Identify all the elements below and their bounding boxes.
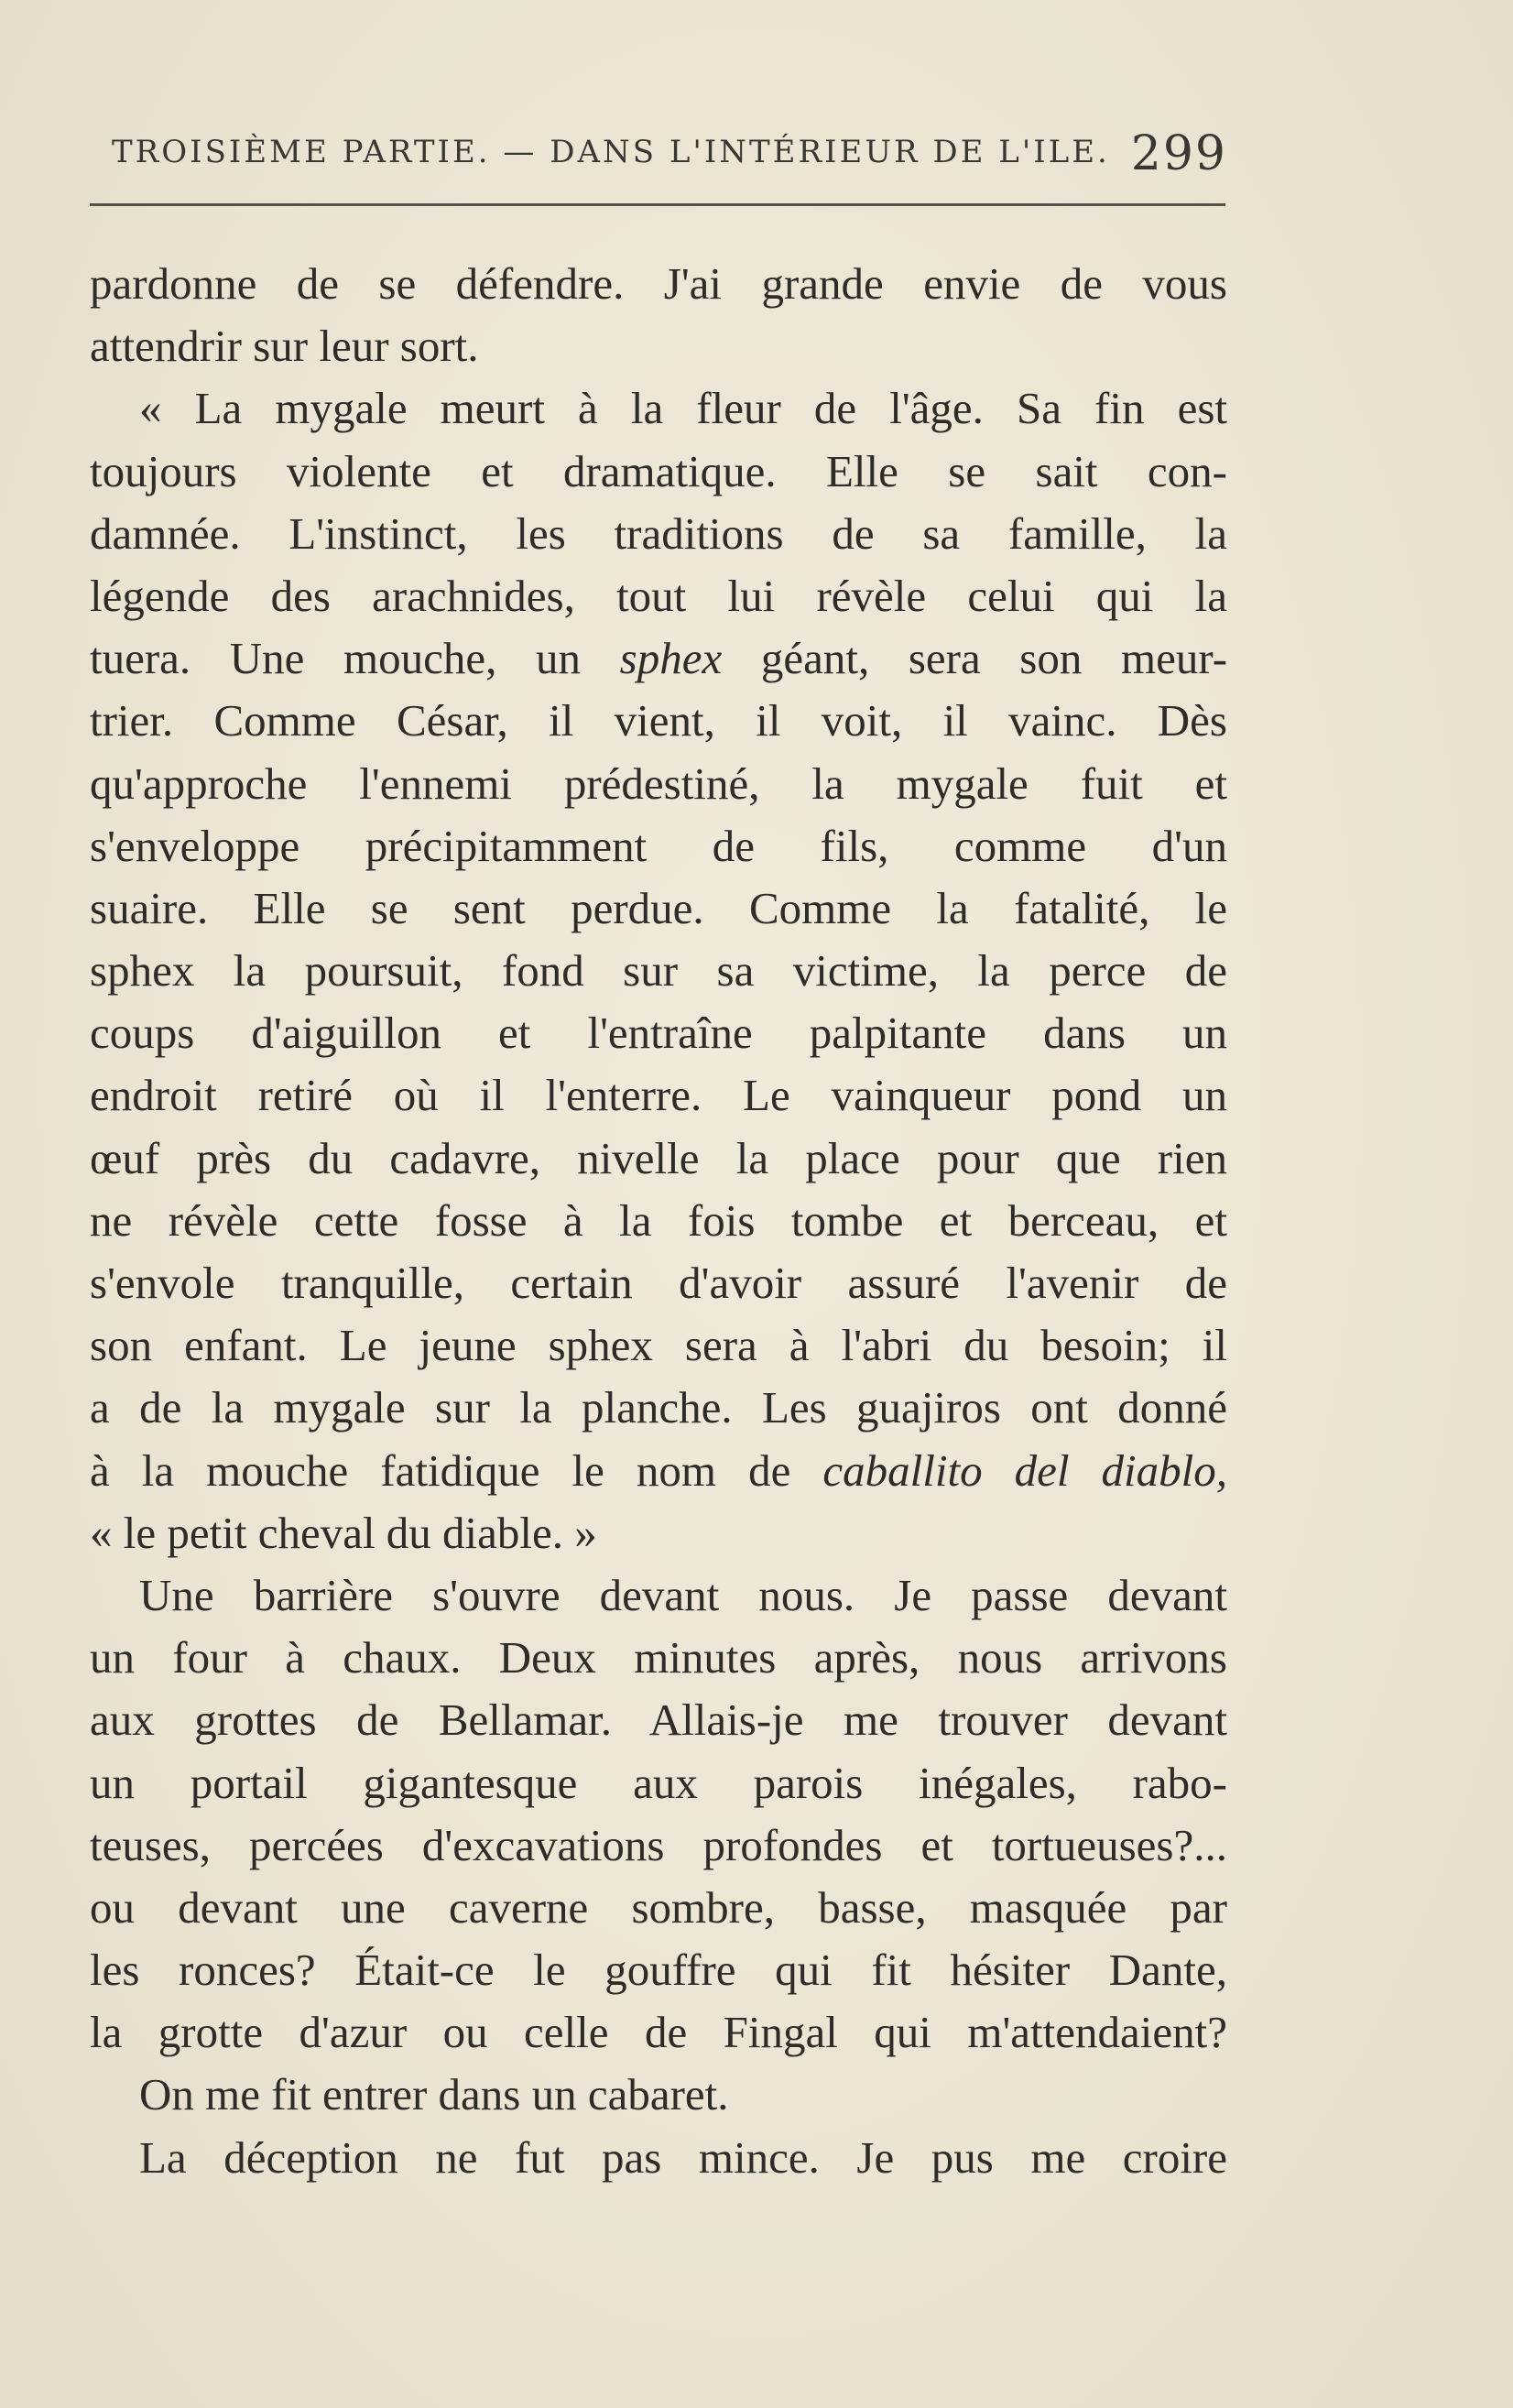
text-fragment: tuera. Une mouche, un (90, 633, 582, 684)
text-line: qu'approche l'ennemi prédestiné, la mygale fuit et (90, 757, 1227, 809)
text-line (90, 627, 1227, 690)
page-number: 299 (1130, 126, 1227, 181)
text-line: son enfant. Le jeune sphex sera à l'abri du besoin; il (90, 1320, 1227, 1371)
text-line: légende des arachnides, tout lui révèle celui qui la (90, 570, 1227, 621)
text-line: a de la mygale sur la planche. Les guajiros ont donné (90, 1382, 1227, 1433)
text-line: un four à chaux. Deux minutes après, nous arrivons (90, 1632, 1227, 1683)
text-line: suaire. Elle se sent perdue. Comme la fatalité, le (90, 882, 1227, 933)
text-line: attendrir sur leur sort. (90, 321, 479, 372)
text-line: « le petit cheval du diable. » (90, 1507, 597, 1558)
text-line: ne révèle cette fosse à la fois tombe et berceau, et (90, 1194, 1227, 1246)
text-line: damnée. L'instinct, les traditions de sa famille, la (90, 507, 1227, 559)
italic-phrase: caballito del diablo, (822, 1444, 1228, 1496)
text-fragment: géant, sera son meur- (760, 633, 1228, 684)
text-line: s'enveloppe précipitamment de fils, comme d'un (90, 820, 1227, 871)
text-line: ou devant une caverne sombre, basse, masquée par (90, 1881, 1227, 1933)
text-line (90, 1440, 1227, 1502)
text-fragment: à la mouche fatidique le nom de (90, 1444, 791, 1496)
text-line: La déception ne fut pas mince. Je pus me croire (139, 2131, 1227, 2183)
text-line: toujours violente et dramatique. Elle se sait con- (90, 445, 1227, 496)
text-line: pardonne de se défendre. J'ai grande envie de vous (90, 258, 1227, 309)
text-line: sphex la poursuit, fond sur sa victime, la perce de (90, 945, 1227, 997)
text-line: un portail gigantesque aux parois inégales, rabo- (90, 1757, 1227, 1808)
text-line: la grotte d'azur ou celle de Fingal qui m'attendaient? (90, 2007, 1227, 2058)
page-header (112, 126, 1227, 191)
text-line: aux grottes de Bellamar. Allais-je me trouver devant (90, 1694, 1227, 1746)
running-head: TROISIÈME PARTIE. — DANS L'INTÉRIEUR DE L'ILE. (112, 134, 1110, 170)
text-line: s'envole tranquille, certain d'avoir assuré l'avenir de (90, 1258, 1227, 1308)
header-rule (90, 203, 1225, 206)
text-line: œuf près du cadavre, nivelle la place pour que rien (90, 1132, 1227, 1183)
text-line: les ronces? Était-ce le gouffre qui fit hésiter Dante, (90, 1945, 1227, 1996)
text-line: teuses, percées d'excavations profondes et tortueuses?... (90, 1819, 1227, 1870)
text-line: trier. Comme César, il vient, il voit, il vainc. Dès (90, 695, 1227, 746)
text-line: Une barrière s'ouvre devant nous. Je passe devant (139, 1569, 1227, 1620)
text-line: endroit retiré où il l'enterre. Le vainqueur pond un (90, 1070, 1227, 1121)
text-line: « La mygale meurt à la fleur de l'âge. Sa fin est (139, 383, 1227, 434)
text-line: On me fit entrer dans un cabaret. (139, 2069, 729, 2120)
italic-word: sphex (619, 633, 723, 684)
text-line: coups d'aiguillon et l'entraîne palpitante dans un (90, 1008, 1227, 1059)
body-text (90, 253, 1227, 2189)
